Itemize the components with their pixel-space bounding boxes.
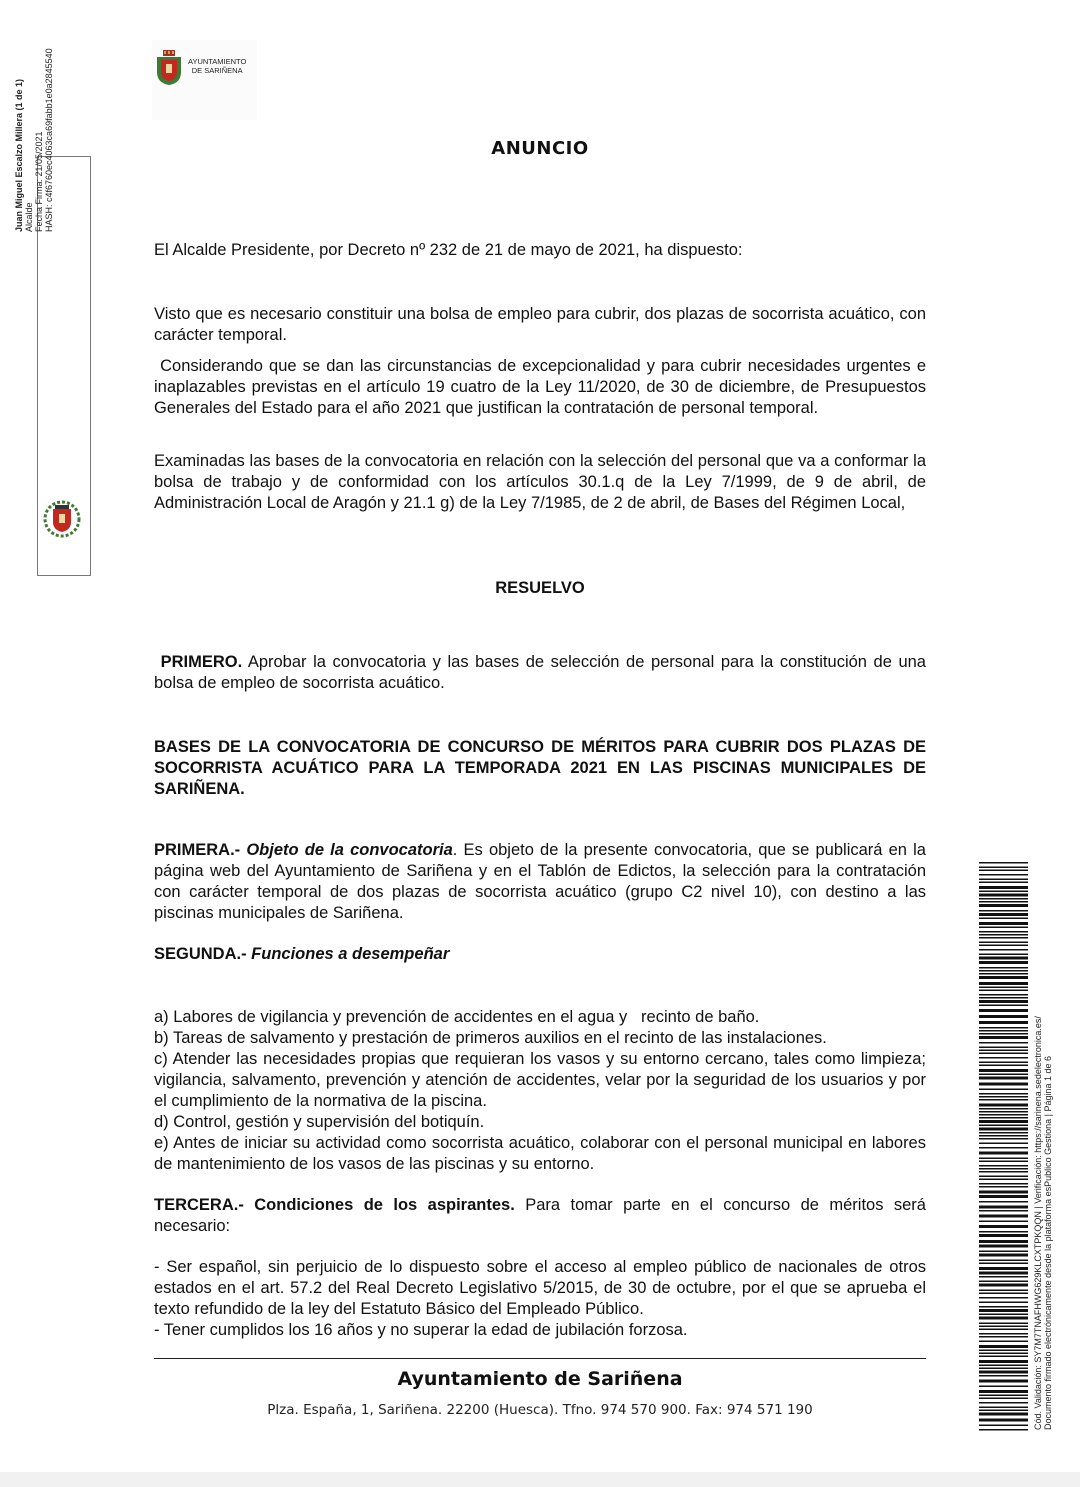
primera-label: PRIMERA.- bbox=[154, 841, 241, 859]
barcode-bar bbox=[979, 1179, 1028, 1181]
barcode-bar bbox=[979, 1027, 1028, 1029]
barcode-bar bbox=[979, 882, 1028, 884]
barcode-bar bbox=[979, 1206, 1028, 1209]
segunda-label: SEGUNDA.- bbox=[154, 945, 247, 963]
validation-line-2: Documento firmado electrónicamente desde la plataforma esPublico Gestiona | Página 1 de 6 bbox=[1043, 1055, 1053, 1430]
barcode-bar bbox=[979, 891, 1028, 893]
barcode-bar bbox=[979, 1398, 1028, 1400]
barcode-bar bbox=[979, 1030, 1028, 1032]
logo-line-1: AYUNTAMIENTO bbox=[188, 57, 247, 66]
barcode-bar bbox=[979, 874, 1028, 876]
barcode-bar bbox=[979, 1365, 1028, 1367]
list-item: a) Labores de vigilancia y prevención de accidentes en el agua y recinto de baño. bbox=[154, 1008, 760, 1026]
barcode-bar bbox=[979, 1368, 1028, 1370]
barcode-bar bbox=[979, 1104, 1028, 1107]
barcode-bar bbox=[979, 1201, 1028, 1203]
barcode-bar bbox=[979, 1276, 1028, 1278]
barcode-bar bbox=[979, 1302, 1028, 1304]
list-item: - Ser español, sin perjuicio de lo dispuesto sobre el acceso al empleo público de nacionales de otros estados en el art. 57.2 del Real Decreto Legislativo 5/2015, de 30 de octubre, por el que se aprueba el texto refundido de la ley del Estatuto Básico del Empleado Público. bbox=[154, 1258, 926, 1318]
barcode-bar bbox=[979, 1375, 1028, 1377]
barcode-bar bbox=[979, 1191, 1028, 1194]
barcode-bar bbox=[979, 1050, 1028, 1052]
segunda-italic: Funciones a desempeñar bbox=[246, 945, 450, 963]
page-bottom-band bbox=[0, 1472, 1080, 1487]
barcode-bar bbox=[979, 1419, 1028, 1422]
barcode-bar bbox=[979, 1083, 1028, 1086]
barcode-bar bbox=[979, 1284, 1028, 1287]
barcode-bar bbox=[979, 1293, 1028, 1295]
barcode-bar bbox=[979, 1147, 1028, 1149]
barcode-bar bbox=[979, 967, 1028, 969]
footer-name: Ayuntamiento de Sariñena bbox=[397, 1368, 683, 1390]
barcode-bar bbox=[979, 931, 1028, 933]
list-item: c) Atender las necesidades propias que requieran los vasos y su entorno cercano, tales como limpieza; vigilancia, salvamento, prevención y atención de accidentes, velar por la seguridad de los usuarios y por el cumplimiento de la normativa de la piscina. bbox=[154, 1050, 931, 1110]
barcode-bar bbox=[979, 1245, 1028, 1248]
primera-paragraph bbox=[154, 840, 926, 924]
barcode-bar bbox=[979, 1326, 1028, 1328]
barcode-bar bbox=[979, 1099, 1028, 1101]
barcode-bar bbox=[979, 1138, 1028, 1140]
barcode-bar bbox=[979, 942, 1028, 944]
barcode-bar bbox=[979, 1356, 1028, 1358]
barcode-bar bbox=[979, 1053, 1028, 1055]
barcode-bar bbox=[979, 1267, 1028, 1270]
barcode-bar bbox=[979, 1290, 1028, 1292]
considerando-paragraph: Considerando que se dan las circunstancias de excepcionalidad y para cubrir necesidades urgentes e inaplazables previstas en el artículo 19 cuatro de la Ley 11/2020, de 30 de diciembre, de Presupuestos Generales del Estado para el año 2021 que justifican la contratación de personal temporal. bbox=[154, 357, 931, 417]
barcode-bar bbox=[979, 1333, 1028, 1335]
barcode-bar bbox=[979, 1215, 1028, 1218]
barcode-bar bbox=[979, 1120, 1028, 1123]
barcode-bar bbox=[979, 913, 1028, 916]
barcode-bar bbox=[979, 1165, 1028, 1167]
barcode-bar bbox=[979, 1158, 1028, 1160]
barcode-bar bbox=[979, 1225, 1028, 1228]
barcode-bar bbox=[979, 1425, 1028, 1427]
footer-divider bbox=[154, 1358, 926, 1359]
bases-title: BASES DE LA CONVOCATORIA DE CONCURSO DE MÉRITOS PARA CUBRIR DOS PLAZAS DE SOCORRISTA ACUÁTICO PARA LA TEMPORADA 2021 EN LAS PISCINAS MUNICIPALES DE SARIÑENA. bbox=[154, 738, 926, 798]
barcode-bar bbox=[979, 1429, 1028, 1431]
barcode-bar bbox=[979, 1036, 1028, 1039]
barcode-bar bbox=[979, 945, 1028, 947]
barcode-bar bbox=[979, 970, 1028, 972]
signature-date: Fecha Firma: 21/05/2021 bbox=[34, 131, 44, 232]
examinadas-paragraph: Examinadas las bases de la convocatoria en relación con la selección del personal que va a conformar la bolsa de trabajo y de conformidad con los artículos 30.1.q de la Ley 7/1999, de 9 de abril, de Administración Local de Aragón y 21.1 g) de la Ley 7/1985, de 2 de abril, de Bases del Régimen Local, bbox=[154, 452, 926, 512]
list-item: e) Antes de iniciar su actividad como socorrista acuático, colaborar con el personal municipal en labores de mantenimiento de los vasos de las piscinas y su entorno. bbox=[154, 1134, 931, 1173]
barcode-bar bbox=[979, 1125, 1028, 1127]
barcode-bar bbox=[979, 1093, 1028, 1095]
barcode-bar bbox=[979, 867, 1028, 869]
barcode-bar bbox=[979, 1323, 1028, 1325]
barcode-bar bbox=[979, 1021, 1028, 1024]
list-item: d) Control, gestión y supervisión del botiquín. bbox=[154, 1113, 485, 1131]
barcode-bar bbox=[979, 987, 1028, 989]
barcode-bar bbox=[979, 1317, 1028, 1320]
tercera-label: TERCERA.- Condiciones de los aspirantes. bbox=[154, 1196, 515, 1214]
barcode-bar bbox=[979, 1309, 1028, 1312]
barcode-bar bbox=[979, 1108, 1028, 1110]
barcode-bar bbox=[979, 1281, 1028, 1283]
barcode-bar bbox=[979, 1234, 1028, 1237]
primera-text: . Es objeto de la presente convocatoria, que se publicará en la página web del Ayuntamiento de Sariñena y en el Tablón de Edictos, la selección para la contratación con carácter temporal de dos plazas de socorrista acuático (grupo C2 nivel 10), con destino a las piscinas municipales de Sariñena. bbox=[154, 841, 926, 922]
barcode-bar bbox=[979, 982, 1028, 985]
barcode-bar bbox=[979, 1341, 1028, 1343]
primera-italic: Objeto de la convocatoria bbox=[240, 841, 453, 859]
barcode-bar bbox=[979, 997, 1028, 999]
barcode-bar bbox=[979, 901, 1028, 903]
barcode-bar bbox=[979, 1161, 1028, 1163]
barcode-bar bbox=[979, 910, 1028, 912]
barcode-bar bbox=[979, 1314, 1028, 1316]
resuelvo-heading: RESUELVO bbox=[495, 579, 585, 597]
barcode-bar bbox=[979, 894, 1028, 897]
tercera-paragraph bbox=[154, 1195, 926, 1237]
barcode-bar bbox=[979, 1413, 1028, 1416]
barcode-bar bbox=[979, 1402, 1028, 1404]
barcode-bar bbox=[979, 1171, 1028, 1173]
barcode-bar bbox=[979, 1350, 1028, 1352]
barcode-bar bbox=[979, 1390, 1028, 1393]
barcode-bar bbox=[979, 1183, 1028, 1185]
barcode-icon bbox=[979, 862, 1028, 1432]
barcode-bar bbox=[979, 1000, 1028, 1003]
barcode-bar bbox=[979, 1033, 1028, 1035]
barcode-bar bbox=[979, 1231, 1028, 1233]
barcode-bar bbox=[979, 870, 1028, 872]
barcode-bar bbox=[979, 1221, 1028, 1223]
barcode-bar bbox=[979, 1132, 1028, 1134]
barcode-bar bbox=[979, 886, 1028, 889]
primero-text: Aprobar la convocatoria y las bases de selección de personal para la constitución de una bolsa de empleo de socorrista acuático. bbox=[154, 653, 931, 692]
validation-line-1: Cód. Validación: SY7M7TNAFHWG629KLCXTPKQQN | Verificación: https://sarinena.sedelectronica.es/ bbox=[1033, 1016, 1043, 1430]
barcode-bar bbox=[979, 1111, 1028, 1113]
barcode-bar bbox=[979, 1195, 1028, 1198]
barcode-bar bbox=[979, 1089, 1028, 1091]
barcode-bar bbox=[979, 1128, 1028, 1131]
barcode-bar bbox=[979, 1395, 1028, 1397]
requisitos-list bbox=[154, 1257, 926, 1341]
barcode-bar bbox=[979, 1074, 1028, 1076]
barcode-bar bbox=[979, 1254, 1028, 1257]
document-title: ANUNCIO bbox=[491, 138, 589, 159]
barcode-bar bbox=[979, 1345, 1028, 1348]
footer-address: Plza. España, 1, Sariñena. 22200 (Huesca). Tfno. 974 570 900. Fax: 974 571 190 bbox=[267, 1402, 813, 1418]
barcode-bar bbox=[979, 1152, 1028, 1155]
barcode-bar bbox=[979, 904, 1028, 907]
barcode-bar bbox=[979, 1380, 1028, 1383]
visto-paragraph: Visto que es necesario constituir una bolsa de empleo para cubrir, dos plazas de socorrista acuático, con carácter temporal. bbox=[154, 305, 926, 344]
primero-paragraph bbox=[154, 652, 931, 694]
barcode-bar bbox=[979, 961, 1028, 964]
signature-hash: HASH: c4f6760ec4063ca69fabb1e0a2845540 bbox=[44, 48, 54, 232]
signer-name: Juan Miguel Escalzo Millera (1 de 1) bbox=[14, 78, 24, 232]
header-logo bbox=[152, 40, 257, 120]
barcode-bar bbox=[979, 1176, 1028, 1178]
barcode-bar bbox=[979, 937, 1028, 939]
coat-of-arms-icon bbox=[154, 50, 184, 86]
barcode-bar bbox=[979, 1117, 1028, 1119]
barcode-bar bbox=[979, 1069, 1028, 1072]
intro-paragraph: El Alcalde Presidente, por Decreto nº 232 de 21 de mayo de 2021, ha dispuesto: bbox=[154, 241, 743, 259]
barcode-bar bbox=[979, 1186, 1028, 1188]
barcode-bar bbox=[979, 879, 1028, 881]
barcode-bar bbox=[979, 1260, 1028, 1262]
barcode-bar bbox=[979, 1407, 1028, 1409]
barcode-bar bbox=[979, 927, 1028, 929]
barcode-bar bbox=[979, 1135, 1028, 1137]
funciones-list bbox=[154, 986, 931, 1175]
barcode-bar bbox=[979, 954, 1028, 956]
barcode-bar bbox=[979, 918, 1028, 920]
logo-line-2: DE SARIÑENA bbox=[191, 66, 243, 75]
barcode-bar bbox=[979, 1386, 1028, 1388]
tercera-text: Para tomar parte en el concurso de méritos será necesario: bbox=[154, 1196, 926, 1235]
barcode-bar bbox=[979, 990, 1028, 992]
primero-label: PRIMERO. bbox=[154, 653, 243, 671]
barcode-bar bbox=[979, 1240, 1028, 1243]
list-item: - Tener cumplidos los 16 años y no superar la edad de jubilación forzosa. bbox=[154, 1321, 688, 1339]
barcode-bar bbox=[979, 1306, 1028, 1308]
barcode-bar bbox=[979, 1168, 1028, 1170]
barcode-bar bbox=[979, 1353, 1028, 1355]
barcode-bar bbox=[979, 949, 1028, 951]
logo-text bbox=[188, 57, 246, 75]
list-item: b) Tareas de salvamento y prestación de primeros auxilios en el recinto de las instalaciones. bbox=[154, 1029, 827, 1047]
segunda-heading bbox=[154, 944, 926, 965]
barcode-bar bbox=[979, 1015, 1028, 1018]
barcode-bar bbox=[979, 1329, 1028, 1331]
barcode-bar bbox=[979, 1077, 1028, 1080]
barcode-bar bbox=[979, 1042, 1028, 1044]
barcode-bar bbox=[979, 898, 1028, 900]
barcode-bar bbox=[979, 1251, 1028, 1253]
barcode-bar bbox=[979, 1096, 1028, 1098]
barcode-bar bbox=[979, 1047, 1028, 1049]
barcode-bar bbox=[979, 1005, 1028, 1007]
barcode-bar bbox=[979, 1360, 1028, 1363]
barcode-bar bbox=[979, 1143, 1028, 1145]
barcode-bar bbox=[979, 1272, 1028, 1275]
barcode-bar bbox=[979, 1336, 1028, 1338]
barcode-bar bbox=[979, 934, 1028, 936]
barcode-bar bbox=[979, 973, 1028, 975]
barcode-bar bbox=[979, 1263, 1028, 1265]
barcode-bar bbox=[979, 994, 1028, 996]
barcode-bar bbox=[979, 1057, 1028, 1059]
barcode-bar bbox=[979, 957, 1028, 960]
signature-seal-icon bbox=[41, 500, 83, 538]
barcode-bar bbox=[979, 1297, 1028, 1299]
barcode-bar bbox=[979, 1114, 1028, 1116]
barcode-bar bbox=[979, 1410, 1028, 1412]
barcode-bar bbox=[979, 922, 1028, 925]
barcode-bar bbox=[979, 1065, 1028, 1067]
barcode-bar bbox=[979, 976, 1028, 979]
barcode-bar bbox=[979, 862, 1028, 864]
barcode-bar bbox=[979, 1371, 1028, 1374]
barcode-bar bbox=[979, 1210, 1028, 1212]
barcode-bar bbox=[979, 1009, 1028, 1012]
signer-role: Alcalde bbox=[24, 202, 34, 232]
barcode-bar bbox=[979, 1062, 1028, 1064]
